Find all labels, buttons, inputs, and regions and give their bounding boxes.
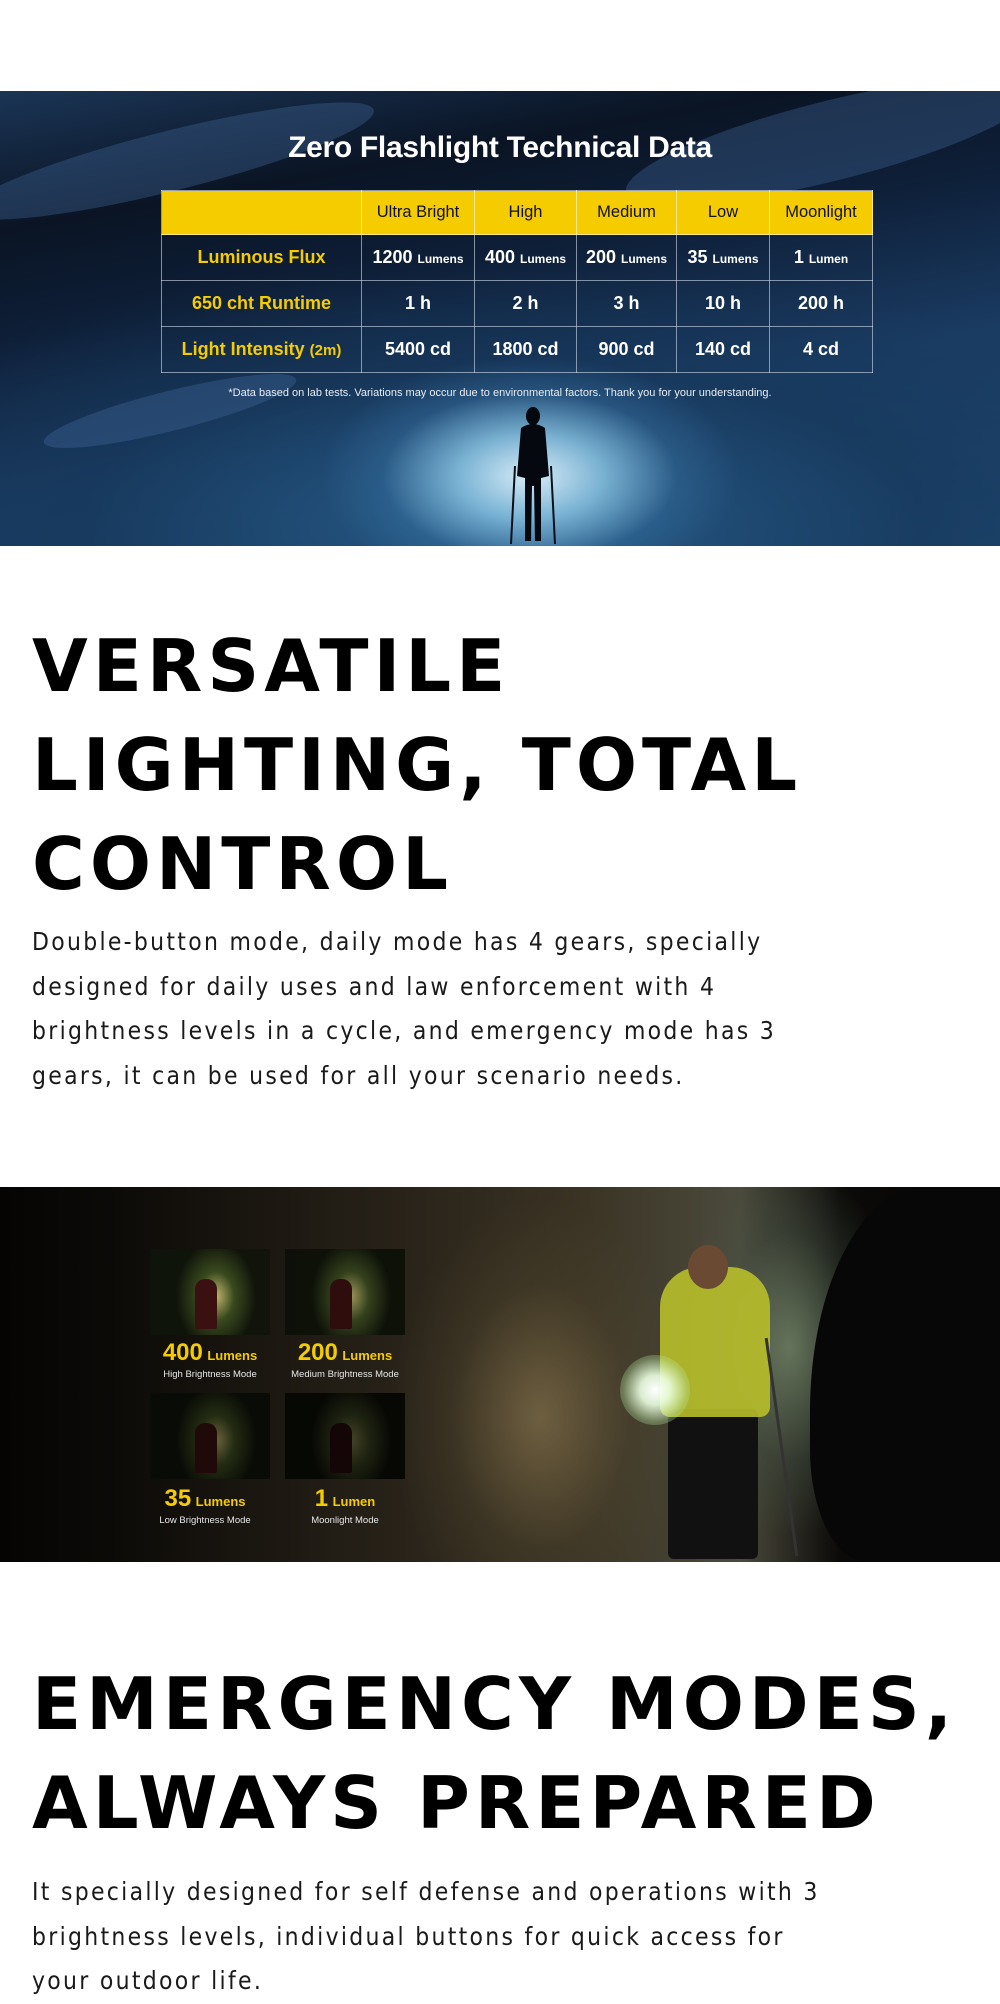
mode-unit: Lumens xyxy=(195,1494,246,1509)
table-cell xyxy=(770,235,873,281)
spec-table-header-row xyxy=(162,191,873,235)
table-cell: 5400 cd xyxy=(362,327,475,373)
table-cell: 900 cd xyxy=(577,327,677,373)
table-cell xyxy=(677,235,770,281)
cell-value: 35 xyxy=(687,247,708,267)
tech-data-banner xyxy=(0,91,1000,546)
row-label-text: Light Intensity xyxy=(181,339,305,359)
body-line: designed for daily uses and law enforcement with 4 xyxy=(32,971,717,1001)
mode-value: 35 xyxy=(164,1485,192,1512)
emergency-modes-description xyxy=(32,1870,912,2004)
versatile-lighting-heading xyxy=(32,617,992,914)
mode-grid xyxy=(150,1187,420,1562)
cell-unit: Lumens xyxy=(712,252,759,266)
mode-value: 1 xyxy=(314,1485,329,1512)
column-header-medium: Medium xyxy=(577,191,677,235)
mode-value: 200 xyxy=(297,1339,338,1366)
versatile-lighting-description xyxy=(32,920,912,1098)
table-cell xyxy=(475,235,577,281)
body-line: gears, it can be used for all your scenario needs. xyxy=(32,1060,685,1090)
column-header-ultra-bright: Ultra Bright xyxy=(362,191,475,235)
table-cell: 10 h xyxy=(677,281,770,327)
mode-label-moonlight xyxy=(275,1485,415,1526)
mode-unit: Lumens xyxy=(342,1348,393,1363)
table-cell: 3 h xyxy=(577,281,677,327)
body-line: Double-button mode, daily mode has 4 gears, specially xyxy=(32,927,763,956)
cell-unit: Lumens xyxy=(621,252,668,266)
hiker-legs xyxy=(668,1409,758,1559)
disclaimer-note: *Data based on lab tests. Variations may occur due to environmental factors. Thank you for your understanding. xyxy=(228,387,772,399)
row-label xyxy=(162,235,362,281)
hiker-head xyxy=(688,1245,728,1289)
hiker-silhouette-icon xyxy=(505,406,561,546)
table-cell: 4 cd xyxy=(770,327,873,373)
mode-description: Low Brightness Mode xyxy=(159,1515,251,1526)
body-line: your outdoor life. xyxy=(32,1966,264,1995)
brightness-modes-banner xyxy=(0,1187,1000,1562)
row-label-text: Luminous Flux xyxy=(197,247,326,267)
cell-value: 1 xyxy=(793,247,804,267)
person-icon xyxy=(195,1279,217,1329)
table-cell xyxy=(362,235,475,281)
row-label-suffix: (2m) xyxy=(309,342,342,359)
mode-description: Medium Brightness Mode xyxy=(291,1369,399,1380)
emergency-modes-heading xyxy=(32,1655,992,1853)
column-header-low: Low xyxy=(677,191,770,235)
cell-value: 200 xyxy=(585,247,616,267)
body-line: It specially designed for self defense and operations with 3 xyxy=(32,1877,820,1906)
cell-unit: Lumen xyxy=(808,252,849,266)
row-label-text: 650 cht Runtime xyxy=(191,293,332,313)
mode-unit: Lumen xyxy=(332,1494,376,1509)
mode-description: High Brightness Mode xyxy=(163,1369,257,1380)
table-cell: 1800 cd xyxy=(475,327,577,373)
column-header-moonlight: Moonlight xyxy=(770,191,873,235)
mode-thumbnail-medium xyxy=(285,1249,405,1335)
cell-unit: Lumens xyxy=(417,252,464,266)
cave-rock xyxy=(810,1187,1000,1562)
person-icon xyxy=(330,1423,352,1473)
person-icon xyxy=(330,1279,352,1329)
heading-line: ALWAYS PREPARED xyxy=(32,1761,881,1845)
table-row-luminous-flux xyxy=(162,235,873,281)
table-cell: 1 h xyxy=(362,281,475,327)
cell-unit: Lumens xyxy=(520,252,567,266)
heading-line: CONTROL xyxy=(32,822,453,906)
flashlight-beam-icon xyxy=(620,1355,690,1425)
heading-line: EMERGENCY MODES, xyxy=(32,1662,958,1746)
body-line: brightness levels in a cycle, and emergency mode has 3 xyxy=(32,1016,777,1045)
cell-value: 400 xyxy=(484,247,515,267)
heading-line: LIGHTING, TOTAL xyxy=(32,723,803,807)
row-label xyxy=(162,327,362,373)
person-icon xyxy=(195,1423,217,1473)
table-row-light-intensity xyxy=(162,327,873,373)
cell-value: 1200 xyxy=(372,247,413,267)
snow-texture xyxy=(39,360,301,462)
mode-label-low xyxy=(135,1485,275,1526)
table-cell: 2 h xyxy=(475,281,577,327)
table-cell: 140 cd xyxy=(677,327,770,373)
mode-thumbnail-high xyxy=(150,1249,270,1335)
mode-thumbnail-moonlight xyxy=(285,1393,405,1479)
trekking-pole xyxy=(765,1338,799,1556)
spec-table xyxy=(161,190,873,373)
table-cell: 200 h xyxy=(770,281,873,327)
mode-thumbnail-low xyxy=(150,1393,270,1479)
body-line: brightness levels, individual buttons for quick access for xyxy=(32,1921,785,1951)
mode-label-medium xyxy=(275,1339,415,1380)
row-label xyxy=(162,281,362,327)
table-cell xyxy=(577,235,677,281)
mode-unit: Lumens xyxy=(207,1348,258,1363)
mode-label-high xyxy=(140,1339,280,1380)
column-header-high: High xyxy=(475,191,577,235)
tech-data-title: Zero Flashlight Technical Data xyxy=(288,131,712,164)
mode-value: 400 xyxy=(162,1339,203,1366)
heading-line: VERSATILE xyxy=(32,624,511,708)
mode-description: Moonlight Mode xyxy=(311,1515,379,1526)
table-row-runtime xyxy=(162,281,873,327)
column-header-blank xyxy=(162,191,362,235)
